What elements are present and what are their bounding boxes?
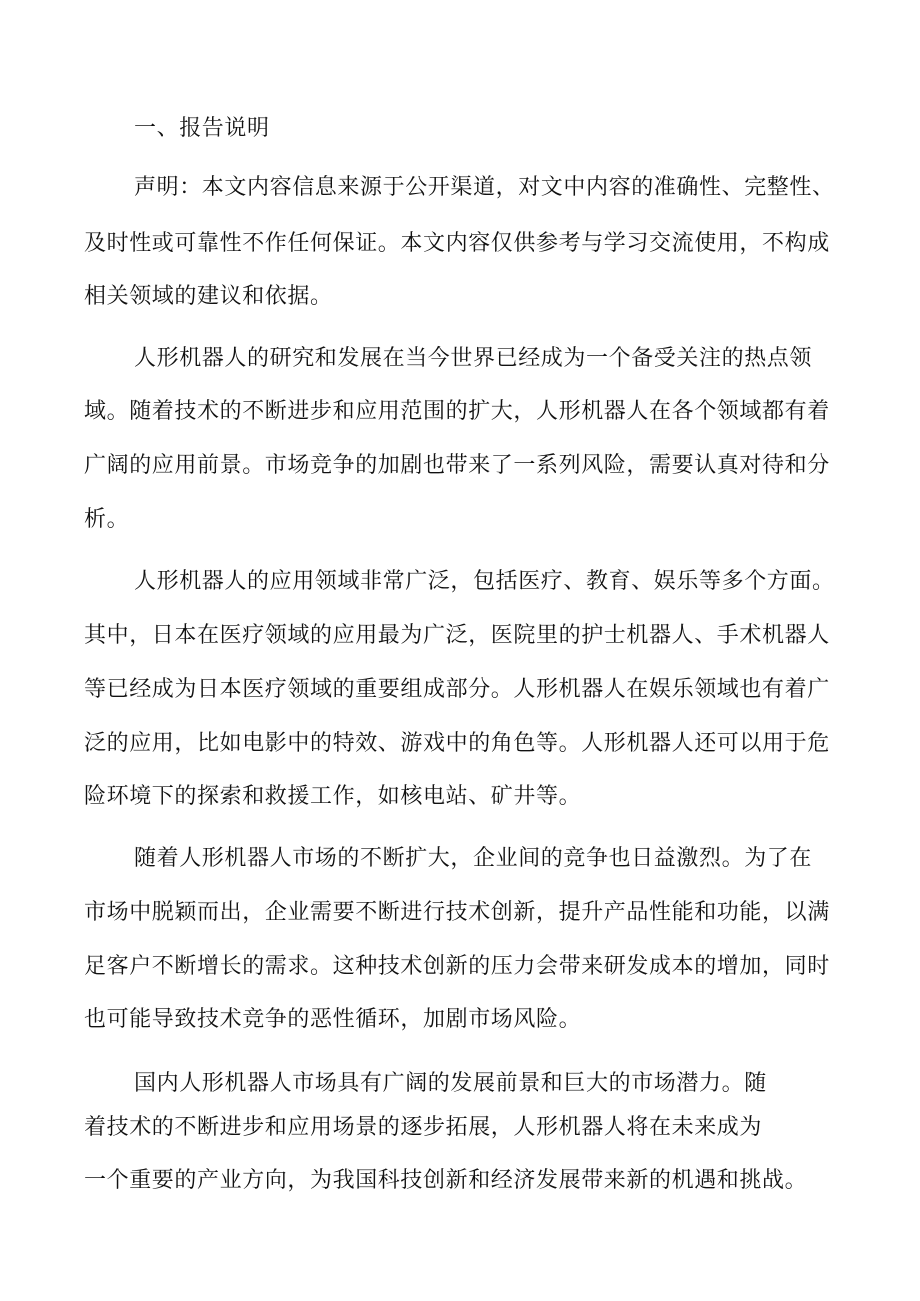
paragraph-line: 域。随着技术的不断进步和应用范围的扩大，人形机器人在各个领域都有着	[84, 399, 830, 424]
paragraph-line: 声明：本文内容信息来源于公开渠道，对文中内容的准确性、完整性、	[134, 175, 835, 200]
paragraph-line: 随着人形机器人市场的不断扩大，企业间的竞争也日益激烈。为了在	[134, 846, 813, 871]
paragraph-line: 人形机器人的研究和发展在当今世界已经成为一个备受关注的热点领	[134, 346, 813, 371]
paragraph-line: 其中，日本在医疗领域的应用最为广泛，医院里的护士机器人、手术机器人	[84, 623, 830, 648]
paragraph-line: 市场中脱颖而出，企业需要不断进行技术创新，提升产品性能和功能，以满	[84, 900, 830, 925]
paragraph-line: 及时性或可靠性不作任何保证。本文内容仅供参考与学习交流使用，不构成	[84, 231, 830, 256]
paragraph-line: 人形机器人的应用领域非常广泛，包括医疗、教育、娱乐等多个方面。	[134, 569, 835, 594]
paragraph-line: 也可能导致技术竞争的恶性循环，加剧市场风险。	[84, 1007, 582, 1032]
paragraph-line: 析。	[84, 507, 130, 532]
paragraph-line: 广阔的应用前景。市场竞争的加剧也带来了一系列风险，需要认真对待和分	[84, 453, 830, 478]
paragraph-line: 国内人形机器人市场具有广阔的发展前景和巨大的市场潜力。随	[134, 1071, 767, 1096]
paragraph-line: 足客户不断增长的需求。这种技术创新的压力会带来研发成本的增加，同时	[84, 954, 830, 979]
paragraph-line: 险环境下的探索和救援工作，如核电站、矿井等。	[84, 784, 582, 809]
paragraph-line: 着技术的不断进步和应用场景的逐步拓展，人形机器人将在未来成为	[84, 1115, 763, 1140]
section-heading: 一、报告说明	[134, 116, 270, 141]
paragraph-line: 一个重要的产业方向，为我国科技创新和经济发展带来新的机遇和挑战。	[84, 1168, 808, 1193]
paragraph-line: 泛的应用，比如电影中的特效、游戏中的角色等。人形机器人还可以用于危	[84, 731, 830, 756]
paragraph-line: 相关领域的建议和依据。	[84, 284, 333, 309]
paragraph-line: 等已经成为日本医疗领域的重要组成部分。人形机器人在娱乐领域也有着广	[84, 677, 830, 702]
